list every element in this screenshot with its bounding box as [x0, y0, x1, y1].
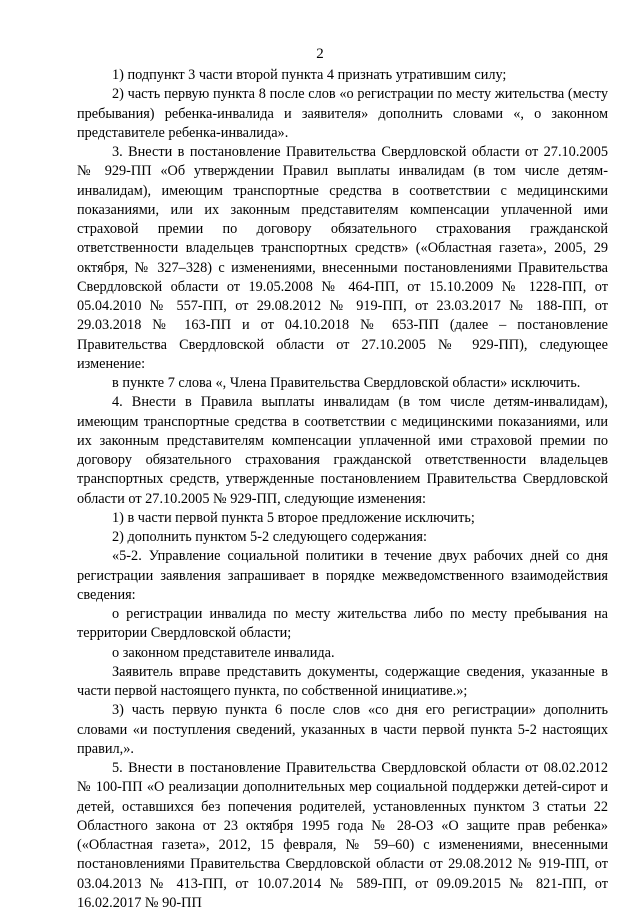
paragraph-13: 5. Внести в постановление Правительства Свердловской области от 08.02.2012 № 100-ПП «О реализации дополнительных мер социальной поддержки детей-сирот и детей, оставшихся без попечения родителей, установленных пунктом 3 статьи 22 Областного закона от 23 октября 1995 года № 28-ОЗ «О защите прав ребенка» («Областная газета», 2012, 15 февраля, № 59–60) с изменениями, внесенными постановлениями Правительства Свердловской области от 29.08.2012 № 919-ПП, от 03.04.2013 № 413-ПП, от 10.07.2014 № 589-ПП, от 09.09.2015 № 821-ПП, от 16.02.2017 № 90-ПП [77, 760, 608, 911]
paragraph-11: Заявитель вправе представить документы, содержащие сведения, указанные в части первой настоящего пункта, по собственной инициативе.»; [77, 663, 608, 699]
paragraph-4: в пункте 7 слова «, Члена Правительства Свердловской области» исключить. [112, 375, 581, 391]
paragraph-9: о регистрации инвалида по месту жительства либо по месту пребывания на территории Свердловской области; [77, 606, 608, 642]
paragraph-2: 2) часть первую пункта 8 после слов «о регистрации по месту жительства (месту пребывания) ребенка-инвалида и заявителя» дополнить словами «, о законном представителе ребенка-инвалида». [77, 86, 608, 141]
paragraph-10: о законном представителе инвалида. [112, 644, 335, 661]
paragraph-7: 2) дополнить пунктом 5-2 следующего содержания: [112, 529, 427, 545]
document-body [77, 66, 608, 913]
paragraph-1: 1) подпункт 3 части второй пункта 4 признать утратившим силу; [112, 67, 507, 83]
page-number: 2 [316, 46, 324, 62]
paragraph-12: 3) часть первую пункта 6 после слов «со дня его регистрации» дополнить словами «и поступления сведений, указанных в части первой пункта 5-2 настоящих правил,». [77, 702, 608, 757]
paragraph-5: 4. Внести в Правила выплаты инвалидам (в том числе детям-инвалидам), имеющим транспортные средства в соответствии с медицинскими показаниями, или их законным представителям компенсации уплаченной ими страховой премии по договору обязательного страхования гражданской ответственности владельцев транспортных средств, утвержденные постановлением Правительства Свердловской области от 27.10.2005 № 929-ПП, следующие изменения: [77, 394, 608, 507]
paragraph-3: 3. Внести в постановление Правительства Свердловской области от 27.10.2005 № 929-ПП «Об утверждении Правил выплаты инвалидам (в том числе детям-инвалидам), имеющим транспортные средства в соответствии с медицинскими показаниями, или их законным представителям компенсации уплаченной ими страховой премии по договору обязательного страхования гражданской ответственности владельцев транспортных средств» («Областная газета», 2005, 29 октября, № 327–328) с изменениями, внесенными постановлениями Правительства Свердловской области от 19.05.2008 № 464-ПП, от 15.10.2009 № 1228-ПП, от 05.04.2010 № 557-ПП, от 29.08.2012 № 919-ПП, от 23.03.2017 № 188-ПП, от 29.03.2018 № 163-ПП и от 04.10.2018 № 653-ПП (далее – постановление Правительства Свердловской области от 27.10.2005 № 929-ПП), следующее изменение: [77, 144, 608, 372]
paragraph-6: 1) в части первой пункта 5 второе предложение исключить; [112, 509, 475, 526]
paragraph-8: «5-2. Управление социальной политики в течение двух рабочих дней со дня регистрации заявления запрашивает в порядке межведомственного взаимодействия сведения: [77, 548, 608, 603]
